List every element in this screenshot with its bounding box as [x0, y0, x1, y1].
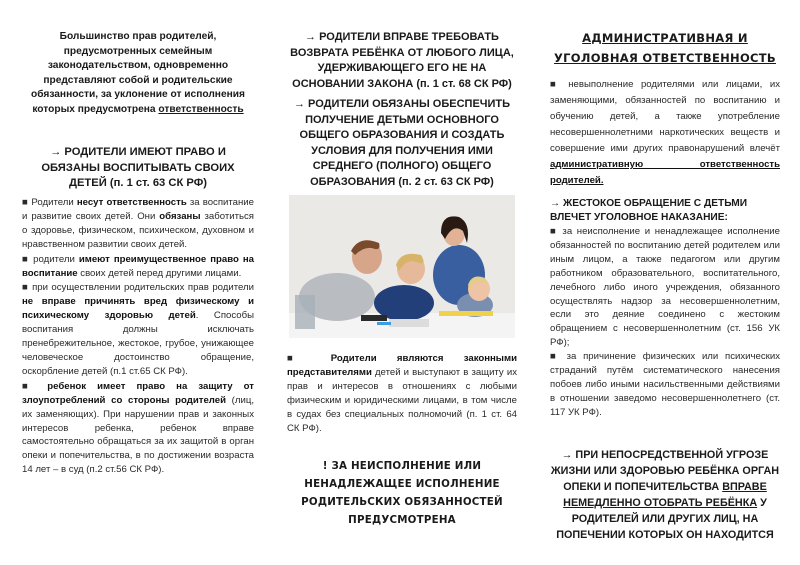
heading-criminal-punishment: → ЖЕСТОКОЕ ОБРАЩЕНИЕ С ДЕТЬМИ ВЛЕЧЕТ УГОЛОВНОЕ НАКАЗАНИЕ:	[550, 198, 748, 223]
bullet-icon: ■	[287, 353, 311, 364]
criminal-items	[550, 225, 780, 420]
paragraph-child-protection: ■ ребенок имеет право на защиту от злоупотреблений со стороны родителей (лиц, их заменяющих). При нарушении прав и законных интересов ребенка, ребенок вправе самостоятельно обращаться за их защитой в орган опеки и попечительства, в по достижении возраста 14 лет – в суд (п.2 ст.56 СК РФ).	[22, 380, 255, 476]
bullet-icon: ■	[22, 197, 29, 208]
column-rights	[22, 0, 254, 565]
paragraph-legal-representatives: ■ Родители являются законными представителями детей и выступают в защиту их прав и интересов в отношениях с любыми физическим и юридическими лицами, в том числе в судах без специальных полномочий (п. 1 ст. 64 СК РФ).	[287, 353, 517, 434]
heading-immediate-removal: → ПРИ НЕПОСРЕДСТВЕННОЙ УГРОЗЕ ЖИЗНИ ИЛИ ЗДОРОВЬЮ РЕБЁНКА ОРГАН ОПЕКИ И ПОПЕЧИТЕЛЬСТВА ВПРАВЕ НЕМЕДЛЕННО ОТОБРАТЬ РЕБЁНКА У РОДИТЕЛЕЙ ИЛИ ДРУГИХ ЛИЦ, НА ПОПЕЧЕНИИ КОТОРЫХ ОН НАХОДИТСЯ	[550, 449, 780, 541]
intro-text: Большинство прав родителей, предусмотренных семейным законодательством, одновременно представляют собой и родительские обязанности, за уклонение от исполнения которых предусмотрена ответственность	[31, 31, 245, 115]
heading-education-duty: → РОДИТЕЛИ ОБЯЗАНЫ ОБЕСПЕЧИТЬ ПОЛУЧЕНИЕ ДЕТЬМИ ОСНОВНОГО ОБЩЕГО ОБРАЗОВАНИЯ И СОЗДАТЬ УСЛОВИЯ ДЛЯ ПОЛУЧЕНИЯ ИМИ СРЕДНЕГО (ПОЛНОГО) ОБЩЕГО ОБРАЗОВАНИЯ (п. 2 ст. 63 СК РФ)	[293, 98, 511, 188]
paragraph-priority-right: ■ родители имеют преимущественное право на воспитание своих детей перед другими лицами.	[22, 253, 254, 279]
column-liability	[550, 0, 780, 565]
liability-title: АДМИНИСТРАТИВНАЯ И УГОЛОВНАЯ ОТВЕТСТВЕННОСТЬ	[553, 31, 776, 65]
bullet-icon: ■	[22, 253, 30, 265]
item-art-117: ■ за причинение физических или психических страданий путём систематического нанесения побоев либо иными насильственными действиями в отношении заведомо несовершеннолетнего (ст. 117 УК РФ).	[550, 351, 780, 418]
bullet-icon: ■	[22, 380, 37, 392]
paragraph-administrative: ■ невыполнение родителями или лицами, их заменяющими, обязанностей по воспитанию и обучению детей, а также употребление несовершеннолетними наркотических веществ и совершение ими других правонарушений влечёт административную ответственность родителей.	[550, 79, 780, 186]
bullet-icon: ■	[22, 282, 29, 294]
family-photo	[289, 195, 515, 338]
intro-underlined: ответственность	[158, 103, 244, 115]
rights-paragraphs	[22, 196, 254, 477]
paragraph-responsibility: ■ Родители несут ответственность за воспитание и развитие своих детей. Они обязаны заботиться о здоровье, физическом, психическом, духовном и нравственном развитии своих детей.	[22, 197, 255, 250]
item-art-156: ■ за неисполнение и ненадлежащее исполнение обязанностей по воспитанию детей родителем или иным лицом, а также педагогом или другим работником образовательного, воспитательного, лечебного либо иного учреждения, обязанного осуществлять надзор за несовершеннолетним, если это деяние соединено с жестоким обращением с несовершеннолетним (ст. 156 УК РФ);	[550, 226, 781, 349]
paragraph-no-harm: ■ при осуществлении родительских прав родители не вправе причинять вред физическому и психическому здоровью детей. Способы воспитания должны исключать пренебрежительное, жестокое, грубое, унижающее человеческое достоинство обращение, оскорбление детей (п.1 ст.65 СК РФ).	[22, 282, 254, 377]
family-photo-icon	[289, 195, 515, 338]
warning-heading: ! ЗА НЕИСПОЛНЕНИЕ ИЛИ НЕНАДЛЕЖАЩЕЕ ИСПОЛНЕНИЕ РОДИТЕЛЬСКИХ ОБЯЗАННОСТЕЙ ПРЕДУСМОТРЕНА	[301, 460, 503, 526]
bullet-icon: ■	[550, 226, 558, 237]
heading-return-child: → РОДИТЕЛИ ВПРАВЕ ТРЕБОВАТЬ ВОЗВРАТА РЕБЁНКА ОТ ЛЮБОГО ЛИЦА, УДЕРЖИВАЮЩЕГО ЕГО НЕ НА ОСНОВАНИИ ЗАКОНА (п. 1 ст. 68 СК РФ)	[290, 31, 514, 90]
heading-upbringing-right: → РОДИТЕЛИ ИМЕЮТ ПРАВО И ОБЯЗАНЫ ВОСПИТЫВАТЬ СВОИХ ДЕТЕЙ (п. 1 ст. 63 СК РФ)	[41, 146, 235, 189]
column-duties	[287, 0, 517, 565]
bullet-icon: ■	[550, 79, 561, 90]
bullet-icon: ■	[550, 351, 560, 363]
